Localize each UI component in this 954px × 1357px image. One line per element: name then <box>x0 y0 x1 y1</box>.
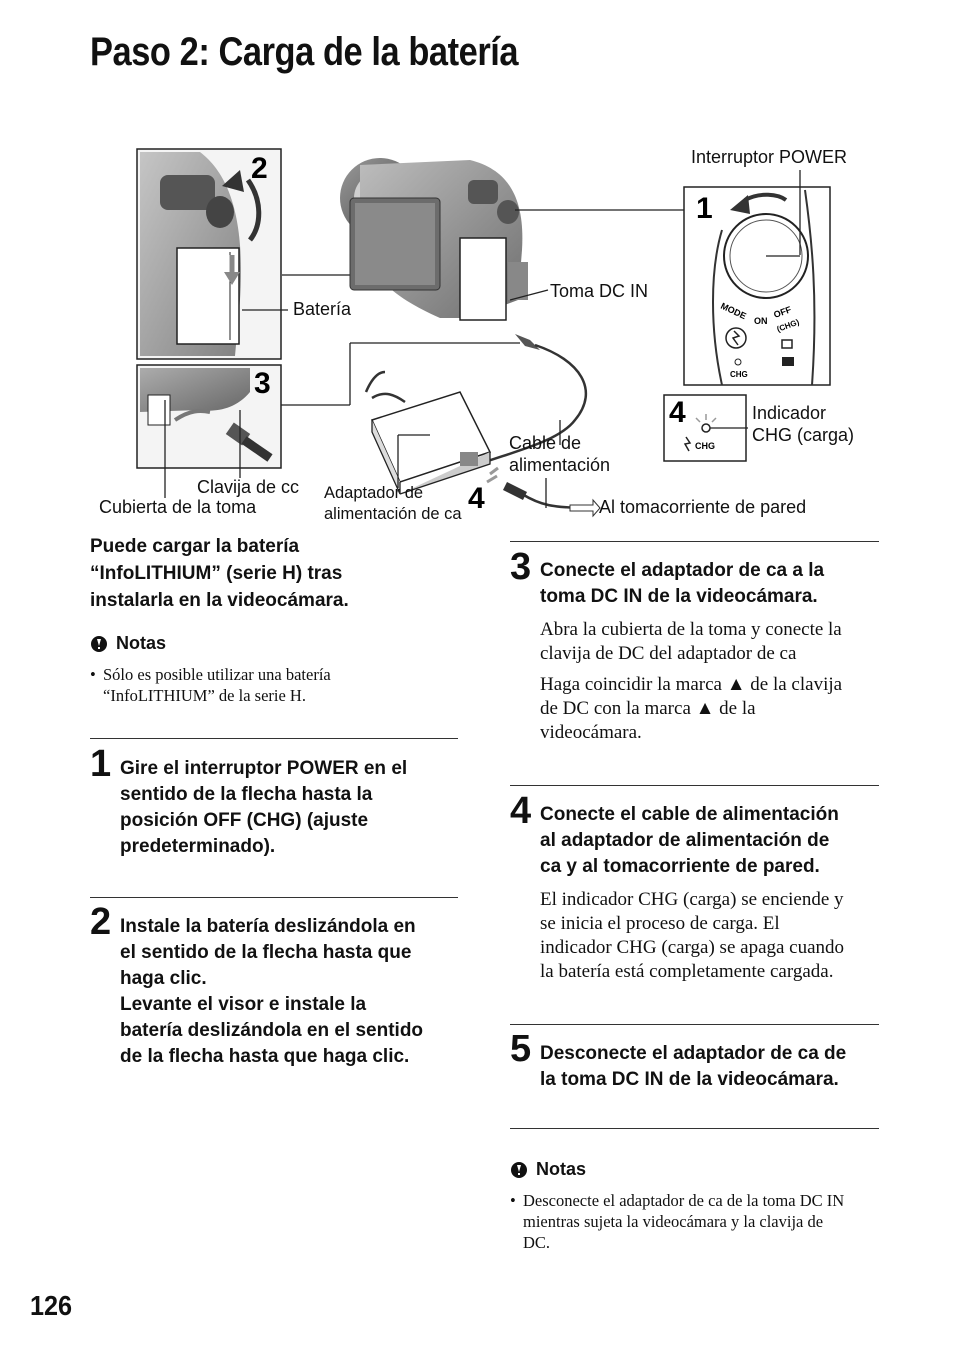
step-line: Levante el visor e instale la <box>120 994 367 1015</box>
dial-off-text: OFF <box>772 304 793 320</box>
note-line: DC. <box>523 1233 551 1252</box>
step-line: sentido de la flecha hasta la <box>120 784 373 805</box>
step-line: batería deslizándola en el sentido <box>120 1020 424 1041</box>
label-dc-plug: Clavija de cc <box>197 477 300 497</box>
step-4-heading <box>540 802 839 880</box>
label-chg-indicator <box>752 402 854 446</box>
label-cord-line2: alimentación <box>509 455 611 475</box>
step-2-heading <box>120 914 423 1070</box>
chg-small-text: CHG <box>695 441 715 451</box>
step-line: toma DC IN de la videocámara. <box>540 586 818 607</box>
intro-line: instalarla en la videocámara. <box>90 590 349 611</box>
note-item-1 <box>90 664 463 706</box>
body-line: Haga coincidir la marca ▲ de la clavija <box>540 674 843 695</box>
intro-line: Puede cargar la batería <box>90 536 300 557</box>
body-line: de DC con la marca ▲ de la <box>540 698 756 719</box>
step-4-number: 4 <box>510 790 532 832</box>
label-dc-in-jack: Toma DC IN <box>550 281 649 301</box>
note-icon <box>510 1161 528 1179</box>
note-line: Desconecte el adaptador de ca de la toma DC IN <box>523 1191 845 1210</box>
note-item-2 <box>510 1190 893 1253</box>
step-line: posición OFF (CHG) (ajuste <box>120 810 369 831</box>
step-3-body-1 <box>540 618 842 666</box>
body-line: la batería está completamente cargada. <box>540 961 834 982</box>
note-line: mientras sujeta la videocámara y la clavija de <box>523 1212 824 1231</box>
step-line: la toma DC IN de la videocámara. <box>540 1069 839 1090</box>
label-power-switch: Interruptor POWER <box>691 147 848 167</box>
step-5-number: 5 <box>510 1028 532 1070</box>
step-marker-4-cord: 4 <box>468 482 485 515</box>
body-line: El indicador CHG (carga) se enciende y <box>540 889 844 910</box>
step-line: Desconecte el adaptador de ca de <box>540 1043 847 1064</box>
note-icon <box>90 635 108 653</box>
step-1-number: 1 <box>90 743 112 785</box>
chg-lamp-icon <box>702 424 710 432</box>
step-4-body <box>540 888 844 984</box>
note-line: “InfoLITHIUM” de la serie H. <box>103 686 306 705</box>
step-3-number: 3 <box>510 546 532 588</box>
dial-mode-text: MODE <box>719 300 748 322</box>
notes-heading-text: Notas <box>536 1159 587 1179</box>
step-line: de la flecha hasta que haga clic. <box>120 1046 410 1067</box>
label-chg-line1: Indicador <box>752 403 827 423</box>
label-adaptor-line2: alimentación de ca <box>324 505 462 523</box>
label-ac-adaptor <box>324 483 462 525</box>
label-cord-line1: Cable de <box>509 433 582 453</box>
step-line: ca y al tomacorriente de pared. <box>540 856 820 877</box>
dial-chg-text: (CHG) <box>775 317 801 334</box>
step-marker-1: 1 <box>696 192 713 225</box>
note-line: Sólo es posible utilizar una batería <box>103 665 331 684</box>
step-5-heading <box>540 1041 846 1093</box>
step-line: haga clic. <box>120 968 207 989</box>
body-line: clavija de DC del adaptador de ca <box>540 643 797 664</box>
bullet: • <box>90 665 96 684</box>
body-line: Abra la cubierta de la toma y conecte la <box>540 619 842 640</box>
step-line: Gire el interruptor POWER en el <box>120 758 408 779</box>
notes-heading-text: Notas <box>116 633 167 653</box>
label-jack-cover: Cubierta de la toma <box>99 497 257 517</box>
step-2-number: 2 <box>90 901 112 943</box>
step-line: Conecte el cable de alimentación <box>540 804 839 825</box>
dial-chg-small: CHG <box>730 370 748 379</box>
step-line: Instale la batería deslizándola en <box>120 916 416 937</box>
step-marker-4-indicator: 4 <box>669 396 686 429</box>
page-title: Paso 2: Carga de la batería <box>90 30 519 74</box>
bullet: • <box>510 1191 516 1210</box>
step-3-heading <box>540 558 824 610</box>
step-line: el sentido de la flecha hasta que <box>120 942 412 963</box>
body-line: se inicia el proceso de carga. El <box>540 913 780 934</box>
label-chg-line2: CHG (carga) <box>752 425 855 445</box>
page-number: 126 <box>30 1290 73 1321</box>
dial-on-text: ON <box>754 316 768 326</box>
intro-line: “InfoLITHIUM” (serie H) tras <box>90 563 343 584</box>
label-power-cord <box>509 432 610 476</box>
notes-heading-1 <box>90 633 166 654</box>
step-3-body-2 <box>540 673 842 745</box>
notes-heading-2 <box>510 1159 586 1180</box>
step-line: Conecte el adaptador de ca a la <box>540 560 825 581</box>
step-1-heading <box>120 756 407 860</box>
body-line: videocámara. <box>540 722 642 743</box>
body-line: indicador CHG (carga) se apaga cuando <box>540 937 845 958</box>
label-wall-outlet: Al tomacorriente de pared <box>599 497 807 517</box>
camcorder-illustration <box>340 158 528 320</box>
step-line: predeterminado). <box>120 836 276 857</box>
step-line: al adaptador de alimentación de <box>540 830 830 851</box>
label-battery: Batería <box>293 299 352 319</box>
step-marker-3: 3 <box>254 367 271 400</box>
charging-illustration <box>0 0 954 540</box>
step-marker-2: 2 <box>251 152 268 185</box>
intro-text <box>90 533 349 614</box>
label-adaptor-line1: Adaptador de <box>324 484 424 502</box>
